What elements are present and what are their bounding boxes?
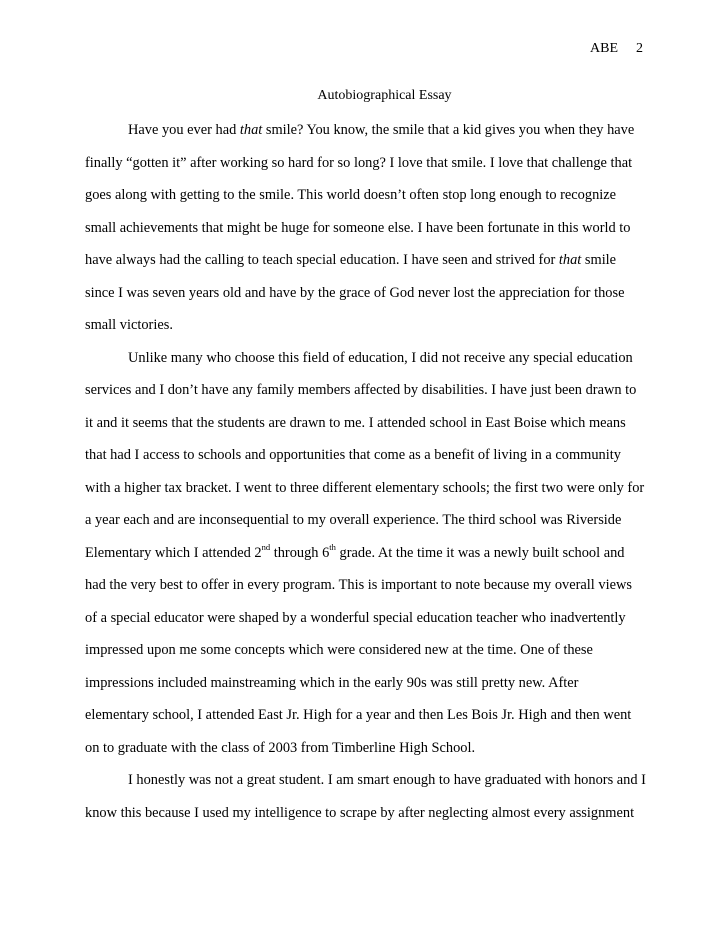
text-line: goes along with getting to the smile. This world doesn’t often stop long enough to recognize: [85, 187, 617, 203]
text-line: have always had the calling to teach special education. I have seen and strived for that smile: [85, 252, 617, 268]
text-line: I honestly was not a great student. I am smart enough to have graduated with honors and I: [128, 772, 646, 788]
text-line: small victories.: [85, 317, 173, 333]
text-line: finally “gotten it” after working so hard for so long? I love that smile. I love that challenge that: [85, 154, 633, 171]
page-number: 2: [636, 41, 643, 56]
essay-title: Autobiographical Essay: [317, 88, 452, 103]
text-line: Have you ever had that smile? You know, the smile that a kid gives you when they have: [128, 122, 635, 138]
text-line: that had I access to schools and opportunities that come as a benefit of living in a community: [85, 447, 621, 463]
text-line: elementary school, I attended East Jr. High for a year and then Les Bois Jr. High and then went: [85, 707, 632, 723]
text-line: with a higher tax bracket. I went to three different elementary schools; the first two were only for: [85, 479, 645, 496]
text-line: impressions included mainstreaming which in the early 90s was still pretty new. After: [85, 674, 579, 691]
text-line: small achievements that might be huge for someone else. I have been fortunate in this world to: [85, 219, 631, 236]
text-line: a year each and are inconsequential to my overall experience. The third school was Riverside: [85, 512, 622, 528]
text-line: on to graduate with the class of 2003 from Timberline High School.: [85, 739, 476, 756]
text-line: it and it seems that the students are drawn to me. I attended school in East Boise which means: [85, 414, 626, 431]
text-line: of a special educator were shaped by a wonderful special education teacher who inadvertently: [85, 609, 626, 626]
text-line: services and I don’t have any family members affected by disabilities. I have just been drawn to: [85, 382, 637, 398]
text-line: Elementary which I attended 2nd through 6th grade. At the time it was a newly built school and: [85, 541, 625, 561]
running-head: [590, 41, 643, 57]
essay-body: [85, 114, 684, 829]
text-line: impressed upon me some concepts which were considered new at the time. One of these: [85, 642, 593, 658]
text-line: since I was seven years old and have by the grace of God never lost the appreciation for those: [85, 284, 625, 301]
text-line: know this because I used my intelligence to scrape by after neglecting almost every assignment: [85, 804, 635, 821]
text-line: Unlike many who choose this field of education, I did not receive any special education: [128, 349, 633, 366]
running-head-title: ABE: [590, 41, 618, 56]
text-line: had the very best to offer in every program. This is important to note because my overall views: [85, 577, 632, 593]
